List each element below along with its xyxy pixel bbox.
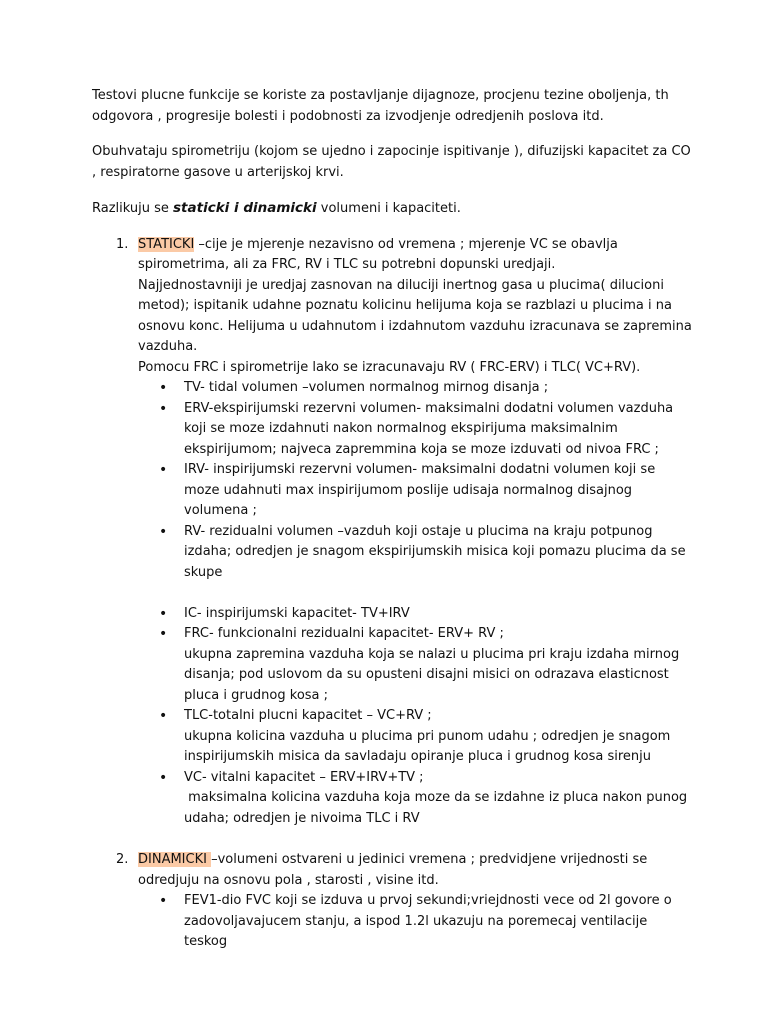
bullet-icon: • [159,708,168,724]
dynamic-list [138,891,692,953]
list-item-heading: IC- inspirijumski kapacitet- TV+IRV [184,605,410,621]
list-item-text: ukupna zapremina vazduha koja se nalazi u plucima pri kraju izdaha mirnog disanja; pod uslovom da su opusteni disajni misici on odrazava elasticnost pluca i grudnog kosa ; [184,646,680,703]
list-item-heading: TLC-totalni plucni kapacitet – VC+RV ; [184,708,432,723]
bullet-icon: • [159,523,168,540]
section-dynamic-desc: –volumeni ostvareni u jedinici vremena ; predvidjene vrijednosti se odredjuju na osnovu pola , starosti , visine itd. [138,852,648,888]
bullet-icon: • [159,769,168,786]
list-item [138,624,692,706]
volumes-list [138,378,692,583]
section-static-method: Najjednostavniji je uredjaj zasnovan na diluciji inertnog gasa u plucima( dilucioni metod); ispitanik udahne poznatu kolicinu helijuma koja se razblazi u plucima i na osnovu konc. Helijuma u udahnutom i izdahnutom vazduhu izracunava se zapremina vazduha. [138,277,692,354]
capacities-list [138,604,692,830]
intro-paragraph-3-end: volumeni i kapaciteti. [316,201,461,216]
section-title-highlight: DINAMICKI [138,852,212,867]
intro-paragraph-3-start: Razlikuju se [92,201,174,216]
list-item [138,378,692,399]
list-item-text: maksimalna kolicina vazduha koja moze da se izdahne iz pluca nakon punog udaha; odredjen je nivoima TLC i RV [184,790,692,826]
section-title-highlight: STATICKI [138,236,195,252]
list-item [138,768,692,830]
list-item-text: RV- rezidualni volumen –vazduh koji ostaje u plucima na kraju potpunog izdaha; odredjen je snagom ekspirijumskih misica koji pomazu plucima da se skupe [184,523,686,580]
bullet-icon: • [159,462,168,478]
intro-paragraph-3 [92,198,692,220]
bullet-icon: • [159,626,168,642]
document-page [92,86,692,953]
section-static [92,235,692,830]
list-item-text: FEV1-dio FVC koji se izduva u prvoj sekundi;vriejdnosti vece od 2l govore o zadovoljavajucem stanju, a ispod 1.2l ukazuju na poremecaj ventilacije teskog [184,893,672,949]
list-number: 1. [116,236,129,252]
list-item [138,706,692,768]
list-item [138,604,692,625]
bullet-icon: • [159,893,168,909]
list-item-text: ukupna kolicina vazduha u plucima pri punom udahu ; odredjen je snagom inspirijumskih misica da savladaju opiranje pluca i grudnog kosa sirenju [184,728,671,764]
bullet-icon: • [159,605,168,622]
numbered-list [92,235,692,953]
intro-paragraph-2: Obuhvataju spirometriju (kojom se ujedno i zapocinje ispitivanje ), difuzijski kapacitet za CO , respiratorne gasove u arterijskoj krvi. [92,144,691,180]
list-item [138,460,692,522]
section-static-desc: –cije je mjerenje nezavisno od vremena ; mjerenje VC se obavlja spirometrima, ali za FRC, RV i TLC su potrebni dopunski uredjaji. [138,236,618,272]
section-static-formula: Pomocu FRC i spirometrije lako se izracunavaju RV ( FRC-ERV) i TLC( VC+RV). [138,359,641,375]
section-dynamic [92,850,692,953]
list-item [138,522,692,584]
emphasis-text: staticki i dinamicki [173,200,317,216]
list-item-text: IRV- inspirijumski rezervni volumen- maksimalni dodatni volumen koji se moze udahnuti max inspirijumom poslije udisaja normalnog disajnog volumena ; [184,462,656,518]
spacer [138,583,692,604]
section-static-intro [138,235,692,276]
list-item [138,891,692,953]
intro-paragraph-1: Testovi plucne funkcije se koriste za postavljanje dijagnoze, procjenu tezine oboljenja, th odgovora , progresije bolesti i podobnosti za izvodjenje odredjenih poslova itd. [92,88,669,124]
list-item-text: ERV-ekspirijumski rezervni volumen- maksimalni dodatni volumen vazduha koji se moze izdahnuti nakon normalnog ekspirijuma maksimalnim ekspirijumom; najveca zapremmina koja se moze izduvati od nivoa FRC ; [184,400,674,457]
list-item [138,399,692,461]
section-dynamic-intro [138,850,692,891]
list-number: 2. [116,852,129,867]
list-item-text: TV- tidal volumen –volumen normalnog mirnog disanja ; [184,380,549,395]
bullet-icon: • [159,380,168,396]
list-item-heading: VC- vitalni kapacitet – ERV+IRV+TV ; [184,769,424,785]
list-item-heading: FRC- funkcionalni rezidualni kapacitet- ERV+ RV ; [184,626,504,641]
bullet-icon: • [159,400,168,417]
spacer [92,829,692,850]
